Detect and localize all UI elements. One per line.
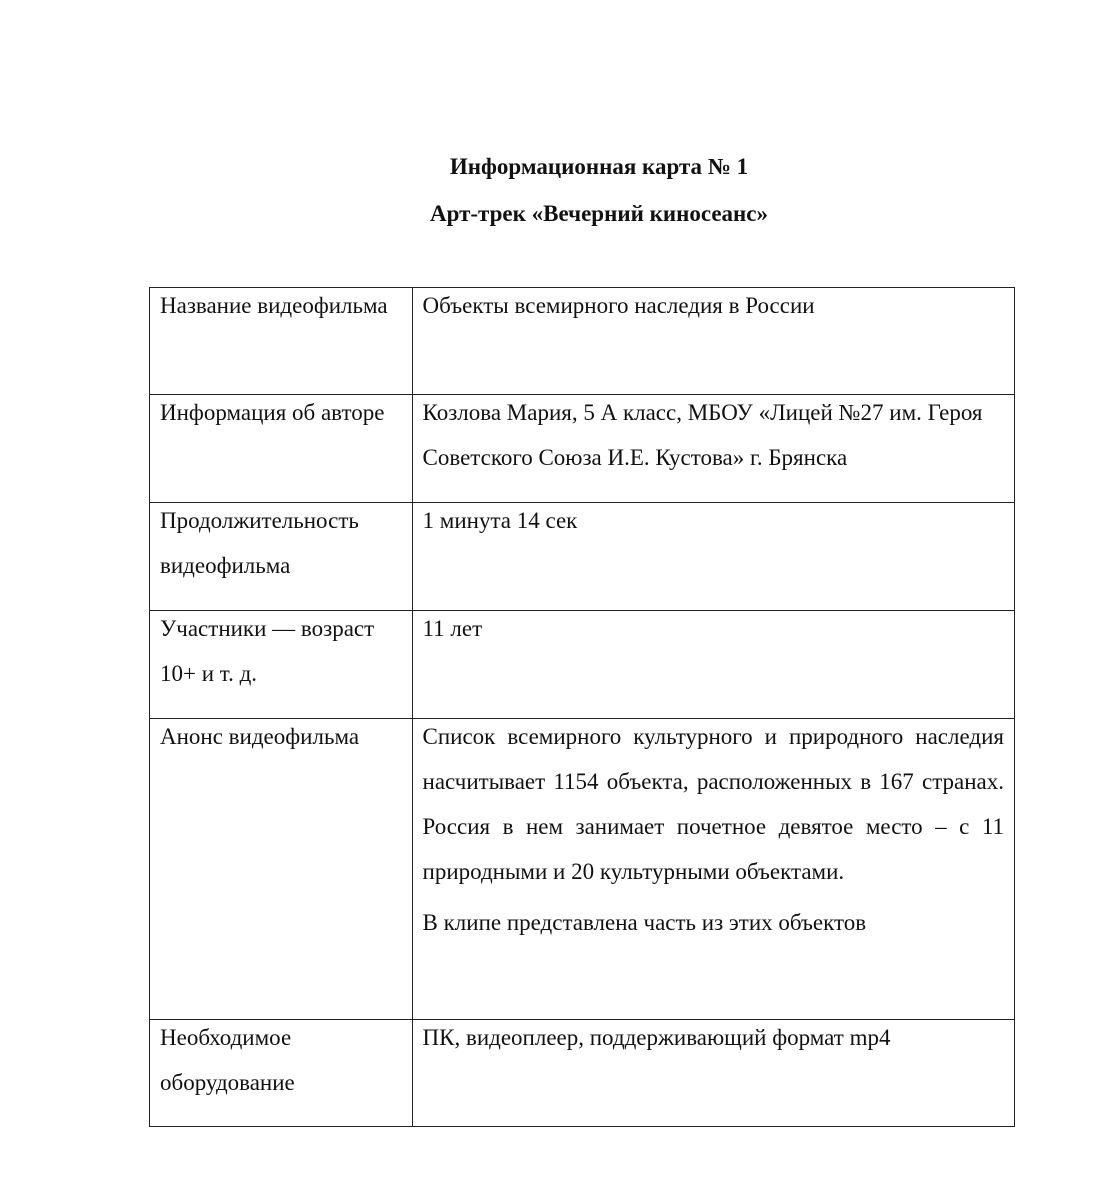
- row-value-cell: [412, 503, 1014, 611]
- row-label-cell: [150, 288, 413, 395]
- row-value-cell: [412, 288, 1014, 395]
- table-row-video-title: [150, 288, 1015, 395]
- document-title: Информационная карта № 1: [449, 154, 749, 179]
- row-label-video-title: Название видеофильма: [160, 293, 388, 318]
- row-label-cell: [150, 611, 413, 719]
- row-label-annotation: Анонс видеофильма: [160, 724, 360, 749]
- row-value-video-title: Объекты всемирного наследия в России: [422, 293, 815, 318]
- row-label-participants: Участники — возраст 10+ и т. д.: [160, 616, 375, 686]
- row-label-duration: Продолжительность видеофильма: [160, 508, 359, 578]
- table-row-duration: [150, 503, 1015, 611]
- row-label-equipment: Необходимое оборудование: [160, 1025, 295, 1095]
- table-row-equipment: [150, 1020, 1015, 1127]
- row-label-cell: [150, 1020, 413, 1127]
- info-card-table: [149, 287, 1015, 1127]
- table-row-participants: [150, 611, 1015, 719]
- row-label-author: Информация об авторе: [160, 400, 385, 425]
- row-value-duration: 1 минута 14 сек: [422, 508, 578, 533]
- table-row-annotation: [150, 719, 1015, 1020]
- row-value-participants: 11 лет: [422, 616, 483, 641]
- table-row-author: [150, 395, 1015, 503]
- row-label-cell: [150, 719, 413, 1020]
- row-value-cell: [412, 1020, 1014, 1127]
- row-label-cell: [150, 503, 413, 611]
- row-value-cell: [412, 395, 1014, 503]
- row-value-annotation-paragraph-2: В клипе представлена часть из этих объектов: [422, 910, 867, 935]
- row-value-equipment: ПК, видеоплеер, поддерживающий формат mp4: [422, 1025, 891, 1050]
- row-value-cell: [412, 611, 1014, 719]
- row-value-annotation-paragraph-1: Список всемирного культурного и природного наследия насчитывает 1154 объекта, расположенных в 167 странах. Россия в нем занимает почетное девятое место – с 11 природными и 20 культурными объектами.: [422, 724, 1004, 884]
- row-label-cell: [150, 395, 413, 503]
- document-subtitle: Арт-трек «Вечерний киносеанс»: [429, 201, 768, 226]
- row-value-cell: [412, 719, 1014, 1020]
- row-value-author: Козлова Мария, 5 А класс, МБОУ «Лицей №27 им. Героя Советского Союза И.Е. Кустова» г. Брянска: [422, 400, 983, 470]
